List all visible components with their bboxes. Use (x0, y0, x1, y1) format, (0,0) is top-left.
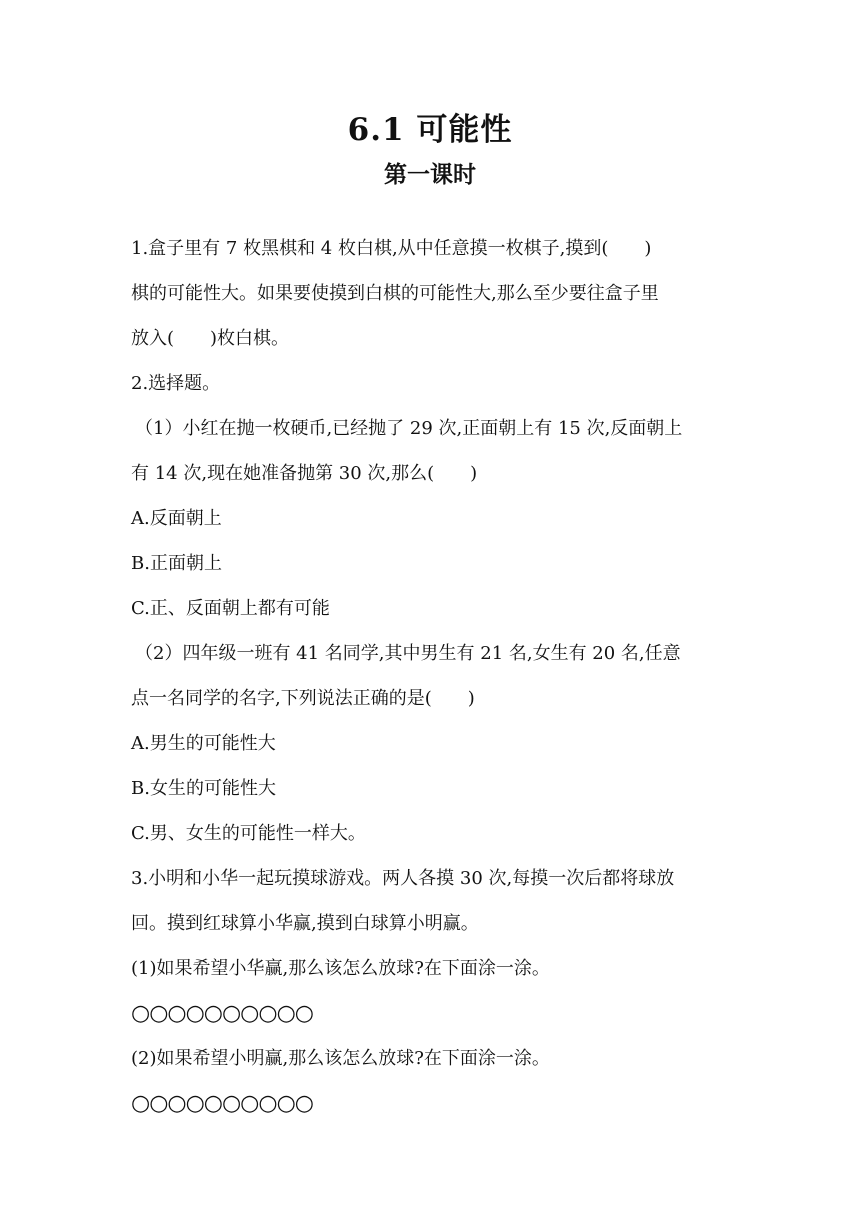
q2-1-line-2: 有 14 次,现在她准备抛第 30 次,那么( ) (131, 463, 478, 484)
question-content (131, 226, 731, 1126)
q2-2-option-a: A.男生的可能性大 (131, 733, 276, 754)
page-title: 6.1 可能性 (347, 112, 513, 148)
q2-2-line-2: 点一名同学的名字,下列说法正确的是( ) (131, 688, 475, 709)
q2-1-line-1: （1）小红在抛一枚硬币,已经抛了 29 次,正面朝上有 15 次,反面朝上 (135, 418, 683, 439)
q3-line-1: 3.小明和小华一起玩摸球游戏。两人各摸 30 次,每摸一次后都将球放 (131, 868, 675, 889)
q2-1-option-b: B.正面朝上 (131, 553, 222, 574)
q2-heading: 2.选择题。 (131, 373, 221, 394)
page-subtitle: 第一课时 (384, 161, 476, 188)
q3-1-prompt: (1)如果希望小华赢,那么该怎么放球?在下面涂一涂。 (131, 958, 550, 979)
q3-2-circles: ○○○○○○○○○○ (131, 1091, 313, 1116)
q2-1-option-c: C.正、反面朝上都有可能 (131, 598, 330, 619)
q2-2-option-c: C.男、女生的可能性一样大。 (131, 823, 366, 844)
q1-line-1: 1.盒子里有 7 枚黑棋和 4 枚白棋,从中任意摸一枚棋子,摸到( ) (131, 238, 652, 259)
q1-line-3: 放入( )枚白棋。 (131, 328, 290, 349)
q2-2-option-b: B.女生的可能性大 (131, 778, 276, 799)
q3-line-2: 回。摸到红球算小华赢,摸到白球算小明赢。 (131, 913, 479, 934)
q2-2-line-1: （2）四年级一班有 41 名同学,其中男生有 21 名,女生有 20 名,任意 (135, 643, 681, 664)
q3-2-prompt: (2)如果希望小明赢,那么该怎么放球?在下面涂一涂。 (131, 1048, 550, 1069)
q3-1-circles: ○○○○○○○○○○ (131, 1001, 313, 1026)
q2-1-option-a: A.反面朝上 (131, 508, 222, 529)
q1-line-2: 棋的可能性大。如果要使摸到白棋的可能性大,那么至少要往盒子里 (131, 283, 659, 304)
